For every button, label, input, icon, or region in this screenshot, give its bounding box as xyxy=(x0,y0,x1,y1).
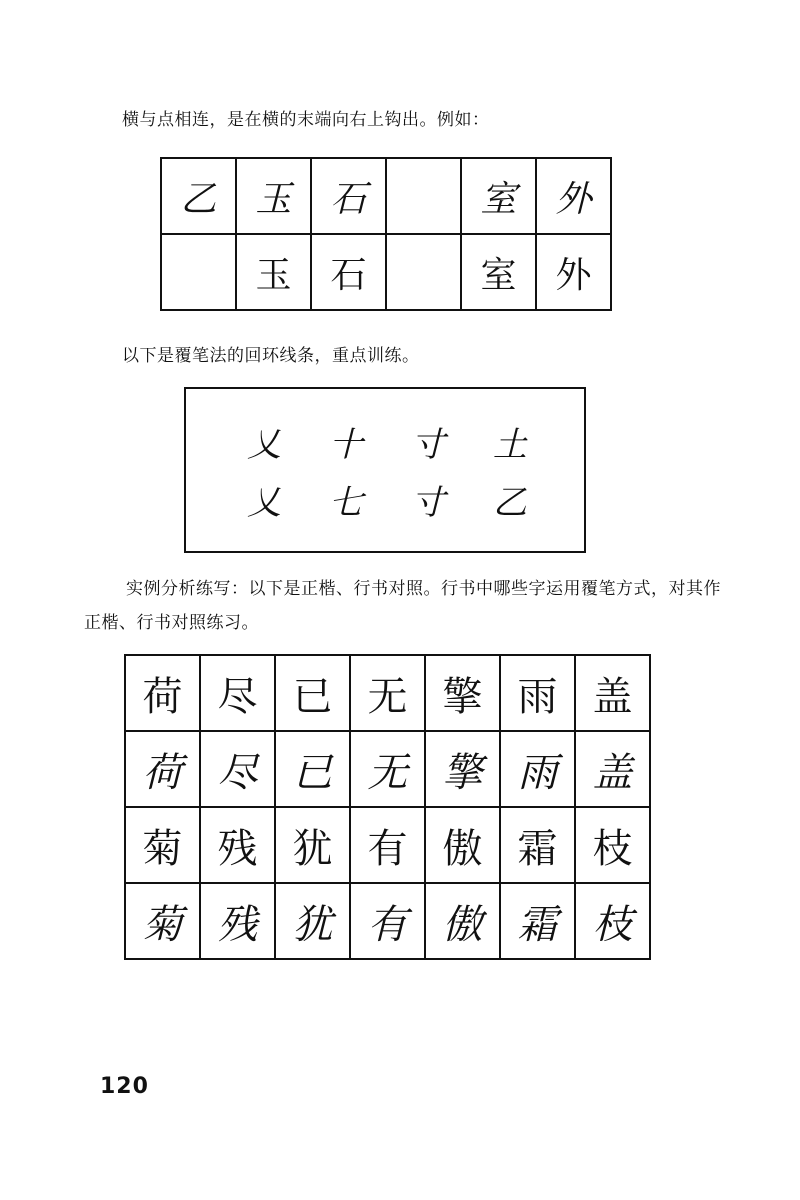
grid-cell: 尽 xyxy=(200,655,275,731)
grid-cell: 盖 xyxy=(575,655,650,731)
practice-intro-paragraph: 实例分析练写：以下是正楷、行书对照。行书中哪些字运用覆笔方式，对其作正楷、行书对照练习。 xyxy=(84,579,721,633)
grid-cell: 残 xyxy=(200,883,275,959)
grid-cell: 有 xyxy=(350,807,425,883)
example-grid xyxy=(160,157,612,311)
table-row xyxy=(125,807,650,883)
stroke-sample: 乂 xyxy=(247,483,281,523)
grid-cell: 犹 xyxy=(275,807,350,883)
grid-cell: 雨 xyxy=(500,655,575,731)
grid-cell: 已 xyxy=(275,731,350,807)
grid-cell: 无 xyxy=(350,731,425,807)
stroke-sample: 十 xyxy=(329,425,363,465)
grid-cell: 傲 xyxy=(425,807,500,883)
strokes-row xyxy=(244,417,530,466)
page-number: 120 xyxy=(100,1074,149,1099)
grid-cell: 室 xyxy=(461,234,536,310)
table-row xyxy=(161,158,611,234)
grid-cell: 擎 xyxy=(425,655,500,731)
stroke-sample: 寸 xyxy=(411,483,445,523)
grid-cell: 已 xyxy=(275,655,350,731)
practice-grid xyxy=(124,654,651,960)
grid-cell: 玉 xyxy=(236,158,311,234)
table-row xyxy=(125,655,650,731)
grid-cell: 室 xyxy=(461,158,536,234)
grid-cell: 乙 xyxy=(161,158,236,234)
grid-cell: 擎 xyxy=(425,731,500,807)
grid-cell: 菊 xyxy=(125,883,200,959)
grid-cell: 外 xyxy=(536,158,611,234)
table-row xyxy=(125,883,650,959)
stroke-sample: 乙 xyxy=(493,483,527,523)
grid-cell: 外 xyxy=(536,234,611,310)
grid-cell: 有 xyxy=(350,883,425,959)
strokes-row xyxy=(244,475,530,524)
grid-cell: 枝 xyxy=(575,883,650,959)
grid-cell: 雨 xyxy=(500,731,575,807)
stroke-sample: 七 xyxy=(329,483,363,523)
grid-cell: 枝 xyxy=(575,807,650,883)
grid-cell xyxy=(161,234,236,310)
grid-cell xyxy=(386,234,461,310)
stroke-sample: 乂 xyxy=(247,425,281,465)
grid-cell: 荷 xyxy=(125,655,200,731)
table-row xyxy=(161,234,611,310)
grid-cell: 傲 xyxy=(425,883,500,959)
grid-cell: 无 xyxy=(350,655,425,731)
table-row xyxy=(125,731,650,807)
intro-paragraph: 横与点相连，是在横的末端向右上钩出。例如： xyxy=(122,110,490,130)
grid-cell: 菊 xyxy=(125,807,200,883)
grid-cell: 霜 xyxy=(500,807,575,883)
grid-cell: 尽 xyxy=(200,731,275,807)
grid-cell: 石 xyxy=(311,234,386,310)
loop-intro-paragraph: 以下是覆笔法的回环线条，重点训练。 xyxy=(122,346,420,366)
grid-cell: 盖 xyxy=(575,731,650,807)
grid-cell: 石 xyxy=(311,158,386,234)
grid-cell: 残 xyxy=(200,807,275,883)
grid-cell: 荷 xyxy=(125,731,200,807)
loop-strokes-box xyxy=(184,387,586,553)
stroke-sample: 土 xyxy=(493,425,527,465)
grid-cell: 犹 xyxy=(275,883,350,959)
grid-cell: 玉 xyxy=(236,234,311,310)
grid-cell xyxy=(386,158,461,234)
grid-cell: 霜 xyxy=(500,883,575,959)
stroke-sample: 寸 xyxy=(411,425,445,465)
